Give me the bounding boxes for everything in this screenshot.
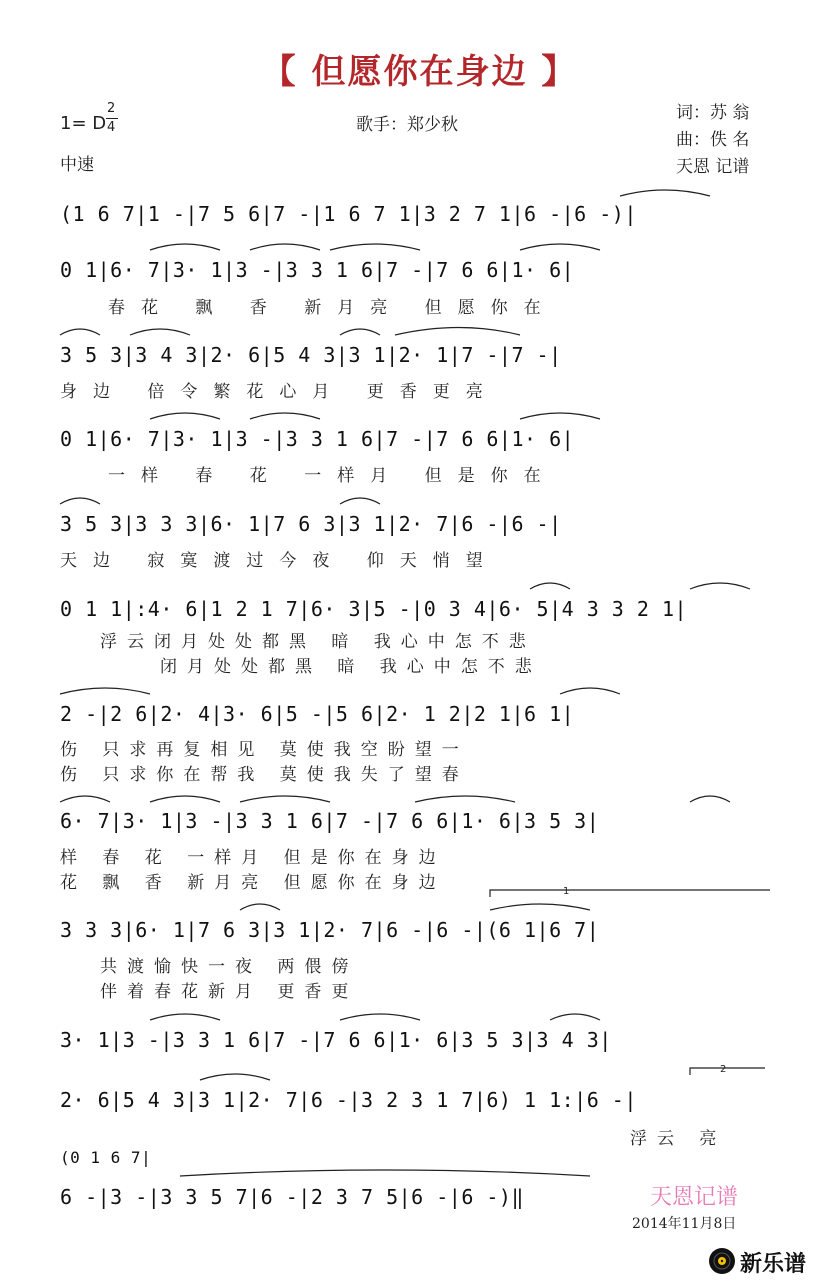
lyrics-line-7a: 伤 只求再复相见 莫使我空盼望一 (60, 740, 469, 760)
score-line-2: 0 1|6· 7|3· 1|3 -|3 3 1 6|7 -|7 6 6|1· 6| (60, 258, 575, 282)
score-line-11: 2· 6|5 4 3|3 1|2· 7|6 -|3 2 3 1 7|6) 1 1:|6 -| (60, 1088, 637, 1112)
transcriber-credit: 天恩 记谱 (676, 157, 750, 177)
svg-text:2: 2 (720, 1064, 727, 1075)
brand-name: 新乐谱 (740, 1252, 807, 1277)
lyrics-line-5: 天边 寂寞渡过今夜 仰天悄望 (60, 551, 499, 571)
score-line-10: 3· 1|3 -|3 3 1 6|7 -|7 6 6|1· 6|3 5 3|3 4 3| (60, 1028, 612, 1052)
lyrics-line-9a: 共渡愉快一夜 两偎傍 (100, 957, 359, 977)
score-line-12: (0 1 6 7| (60, 1148, 152, 1167)
vinyl-record-icon (708, 1247, 736, 1275)
transcription-date: 2014年11月8日 (632, 1216, 737, 1232)
lyrics-line-9b: 伴着春花新月 更香更 (100, 982, 359, 1002)
lyrics-line-8a: 样 春 花 一样月 但是你在身边 (60, 848, 446, 868)
score-line-3: 3 5 3|3 4 3|2· 6|5 4 3|3 1|2· 1|7 -|7 -| (60, 343, 562, 367)
score-line-8: 6· 7|3· 1|3 -|3 3 1 6|7 -|7 6 6|1· 6|3 5 3| (60, 809, 600, 833)
lyrics-line-4: 一样 春 花 一样月 但是你在 (108, 466, 557, 486)
score-line-13: 6 -|3 -|3 3 5 7|6 -|2 3 7 5|6 -|6 -)‖ (60, 1185, 525, 1209)
lyricist-credit: 词：苏 翁 (676, 103, 750, 123)
singer-credit: 歌手：郑少秋 (356, 115, 458, 135)
score-line-6: 0 1 1|:4· 6|1 2 1 7|6· 3|5 -|0 3 4|6· 5|4 3 3 2 1| (60, 597, 688, 621)
composer-credit: 曲：佚 名 (676, 130, 750, 150)
time-signature-bottom: 4 (107, 120, 116, 135)
score-line-5: 3 5 3|3 3 3|6· 1|7 6 3|3 1|2· 7|6 -|6 -| (60, 512, 562, 536)
lyrics-line-3: 身边 倍令繁花心月 更香更亮 (60, 382, 499, 402)
score-line-1: (1 6 7|1 -|7 5 6|7 -|1 6 7 1|3 2 7 1|6 -|6 -)| (60, 202, 637, 226)
lyrics-line-11: 浮云 亮 (630, 1129, 727, 1149)
lyrics-line-8b: 花 飘 香 新月亮 但愿你在身边 (60, 873, 446, 893)
lyrics-line-6a: 浮云闭月处处都黑 暗 我心中怎不悲 (100, 632, 536, 652)
score-line-9: 3 3 3|6· 1|7 6 3|3 1|2· 7|6 -|6 -|(6 1|6 7| (60, 918, 600, 942)
transcriber-signature: 天恩记谱 (650, 1185, 739, 1210)
key-signature: 1= D (60, 113, 107, 134)
svg-text:1: 1 (563, 886, 570, 897)
lyrics-line-6b: 闭月处处都黑 暗 我心中怎不悲 (160, 657, 542, 677)
score-line-4: 0 1|6· 7|3· 1|3 -|3 3 1 6|7 -|7 6 6|1· 6| (60, 427, 575, 451)
lyrics-line-2: 春花 飘 香 新月亮 但愿你在 (108, 298, 557, 318)
score-line-7: 2 -|2 6|2· 4|3· 6|5 -|5 6|2· 1 2|2 1|6 1| (60, 702, 575, 726)
tempo-marking: 中速 (60, 155, 94, 175)
song-title: 【 但愿你在身边 】 (261, 52, 578, 92)
time-signature-top: 2 (107, 101, 116, 116)
lyrics-line-7b: 伤 只求你在帮我 莫使我失了望春 (60, 765, 469, 785)
